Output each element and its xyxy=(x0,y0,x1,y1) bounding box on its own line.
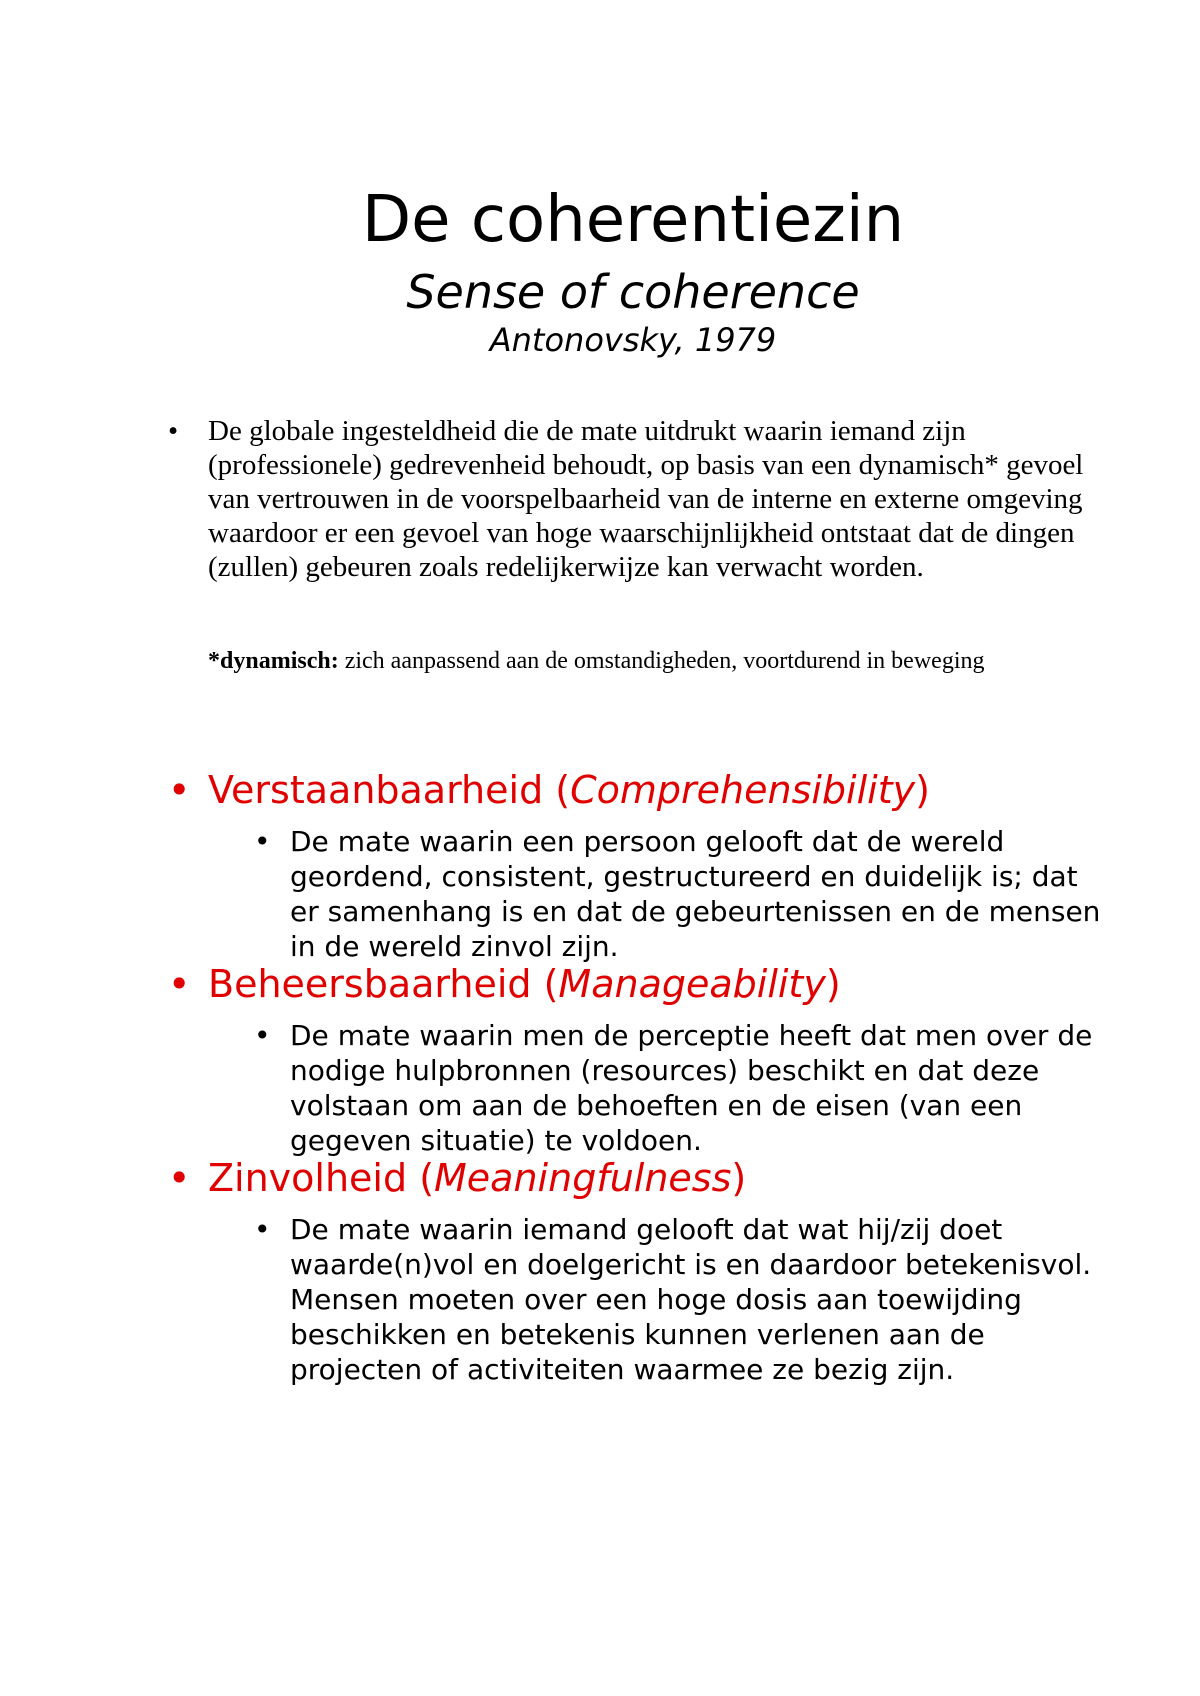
sub-bullet-icon: • xyxy=(254,1213,271,1246)
bullet-icon: • xyxy=(168,1156,191,1200)
section-text: De mate waarin iemand gelooft dat wat hij/zij doet waarde(n)vol en doelgericht is en daardoor betekenisvol. Mensen moeten over een hoge dosis aan toewijding beschikken en betekenis kunnen verlenen aan de projecten of activiteiten waarmee ze bezig zijn. xyxy=(290,1213,1092,1386)
section-title-en: Comprehensibility xyxy=(570,768,916,812)
section-title: Beheersbaarheid ( xyxy=(208,962,559,1006)
bullet-icon: • xyxy=(168,768,191,812)
definition-text: De globale ingesteldheid die de mate uitdrukt waarin iemand zijn (professionele) gedrevenheid behoudt, op basis van een dynamisch* gevoel van vertrouwen in de voorspelbaarheid van de interne en externe omgeving waardoor er een gevoel van hoge waarschijnlijkheid ontstaat dat de dingen (zullen) gebeuren zoals redelijkerwijze kan verwacht worden. xyxy=(208,415,1084,583)
bullet-icon: • xyxy=(168,415,179,447)
section-title-en: Meaningfulness xyxy=(434,1156,732,1200)
page-title: De coherentiezin xyxy=(361,183,905,257)
section-title-close: ) xyxy=(825,962,841,1006)
page-author: Antonovsky, 1979 xyxy=(489,321,777,359)
section-text: De mate waarin een persoon gelooft dat de wereld geordend, consistent, gestructureerd en duidelijk is; dat er samenhang is en dat de gebeurtenissen en de mensen in de wereld zinvol zijn. xyxy=(290,825,1101,963)
section-title: Verstaanbaarheid ( xyxy=(208,768,571,812)
page-subtitle: Sense of coherence xyxy=(406,265,860,319)
sub-bullet-icon: • xyxy=(254,1019,271,1052)
footnote-term: *dynamisch: xyxy=(208,648,339,674)
section-title-close: ) xyxy=(915,768,930,812)
section-manageability xyxy=(168,956,1128,1157)
section-title: Zinvolheid ( xyxy=(208,1156,435,1200)
section-heading xyxy=(168,1150,1128,1206)
section-meaningfulness xyxy=(168,1150,1128,1386)
section-comprehensibility xyxy=(168,762,1128,963)
section-title-en: Manageability xyxy=(558,962,826,1006)
section-text: De mate waarin men de perceptie heeft dat men over de nodige hulpbronnen (resources) beschikt en dat deze volstaan om aan de behoeften en de eisen (van een gegeven situatie) te voldoen. xyxy=(290,1019,1093,1157)
footnote xyxy=(208,646,1048,676)
bullet-icon: • xyxy=(168,962,191,1006)
section-title-close: ) xyxy=(731,1156,747,1200)
sub-bullet-icon: • xyxy=(254,825,271,858)
section-heading xyxy=(168,762,1128,818)
section-heading xyxy=(168,956,1128,1012)
footnote-text: zich aanpassend aan de omstandigheden, voortdurend in beweging xyxy=(338,648,985,674)
